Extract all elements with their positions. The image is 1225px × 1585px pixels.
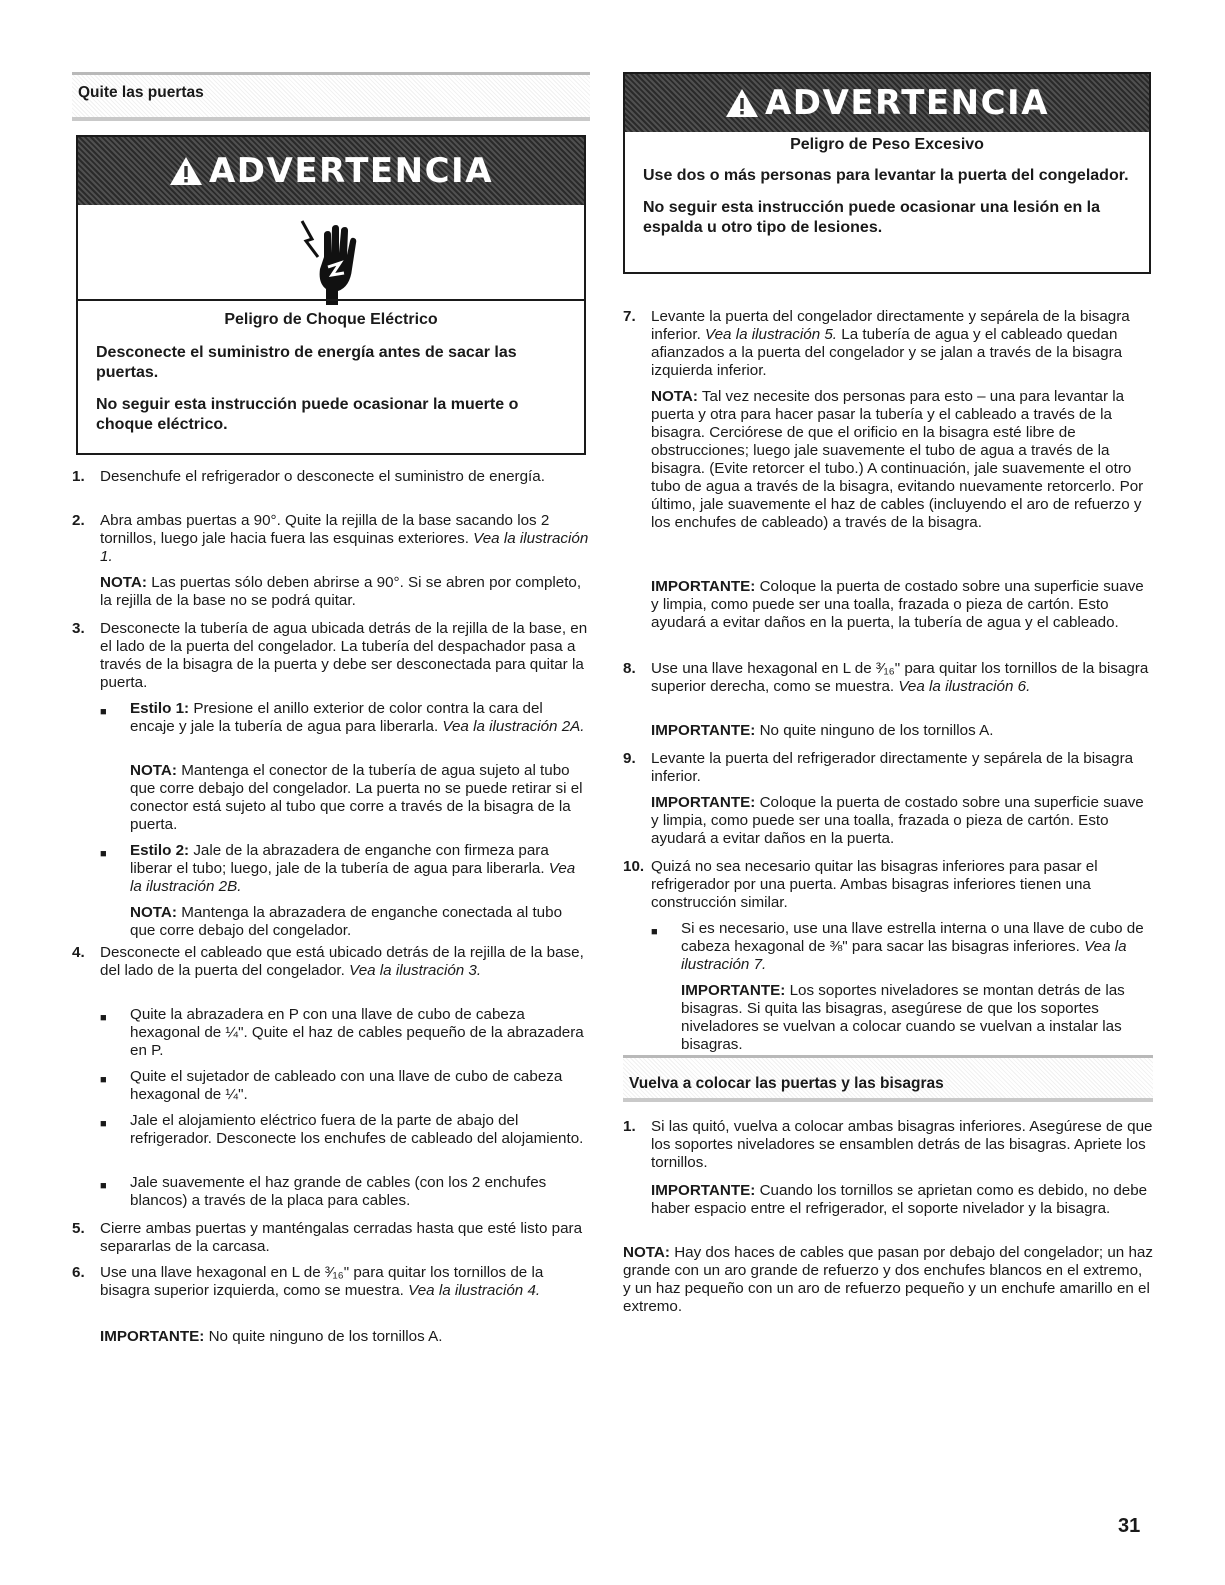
replace-step-1-important: IMPORTANTE: Cuando los tornillos se aprietan como es debido, no debe haber espacio entre el refrigerador, el soporte nivelador y la bisagra. [651, 1182, 1148, 1217]
warning-line2: No seguir esta instrucción puede ocasionar una lesión en la espalda u otro tipo de lesiones. [643, 199, 1101, 236]
section-title-2: Vuelva a colocar las puertas y las bisagras [629, 1075, 944, 1092]
warning-body [78, 311, 584, 435]
electric-warning-box [76, 135, 586, 455]
step-3: Desconecte la tubería de agua ubicada detrás de la rejilla de la base, en el lado de la puerta del congelador. La tubería del despachador pasa a través de la bisagra de la puerta y debe ser desconectada para quitar la puerta. [100, 620, 588, 691]
step-number: 9. [623, 750, 636, 767]
bullet-square-icon: ■ [100, 1180, 107, 1192]
section-header [72, 72, 590, 121]
bullet-square-icon: ■ [100, 706, 107, 718]
section-title: Quite las puertas [78, 84, 204, 101]
step-6-important: IMPORTANTE: No quite ninguno de los tornillos A. [100, 1328, 443, 1345]
warning-body [625, 136, 1149, 238]
warning-line1: Use dos o más personas para levantar la puerta del congelador. [643, 167, 1129, 184]
step-9-important: IMPORTANTE: Coloque la puerta de costado sobre una superficie suave y limpia, como puede ser una toalla, frazada o pieza de cartón. Esto ayudará a evitar daños en la puerta. [651, 794, 1144, 847]
bullet-square-icon: ■ [651, 926, 658, 938]
step-4: Desconecte el cableado que está ubicado detrás de la rejilla de la base, del lado de la puerta del congelador. Vea la ilustración 3. [100, 944, 584, 979]
step-6: Use una llave hexagonal en L de ³⁄₁₆" para quitar los tornillos de la bisagra superior izquierda, como se muestra. Vea la ilustración 4. [100, 1264, 544, 1299]
replace-step-1: Si las quitó, vuelva a colocar ambas bisagras inferiores. Asegúrese de que los soportes niveladores se ensamblen detrás de las bisagras. Apriete los tornillos. [651, 1118, 1153, 1171]
warning-heading: Peligro de Peso Excesivo [790, 136, 984, 153]
step-number: 1. [623, 1118, 636, 1135]
step-8-important: IMPORTANTE: No quite ninguno de los tornillos A. [651, 722, 994, 739]
bullet-square-icon: ■ [100, 1118, 107, 1130]
step-number: 3. [72, 620, 85, 637]
bullet-square-icon: ■ [100, 1012, 107, 1024]
warning-triangle-icon [725, 88, 759, 118]
bullet-square-icon: ■ [100, 848, 107, 860]
warning-banner [625, 74, 1149, 132]
step-5: Cierre ambas puertas y manténgalas cerradas hasta que esté listo para separarlas de la carcasa. [100, 1220, 583, 1255]
step-number: 10. [623, 858, 645, 875]
page-number: 31 [1118, 1515, 1141, 1537]
section-header-2 [623, 1055, 1153, 1102]
electric-shock-hand-icon [298, 217, 368, 307]
final-note: NOTA: Hay dos haces de cables que pasan por debajo del congelador; un haz grande con un aro grande de refuerzo y dos enchufes blancos en el extremo, y un haz pequeño con un aro de refuerzo pequeño y un enchufe amarillo en el extremo. [623, 1244, 1153, 1315]
step-number: 4. [72, 944, 85, 961]
warning-heading: Peligro de Choque Eléctrico [224, 311, 438, 328]
warning-title: ADVERTENCIA [208, 151, 494, 191]
step-2: Abra ambas puertas a 90°. Quite la rejilla de la base sacando los 2 tornillos, luego jale hacia fuera las esquinas exteriores. Vea la ilustración 1. [100, 512, 589, 565]
step-number: 8. [623, 660, 636, 677]
step-number: 2. [72, 512, 85, 529]
step-number: 6. [72, 1264, 85, 1281]
step-8: Use una llave hexagonal en L de ³⁄₁₆" para quitar los tornillos de la bisagra superior derecha, como se muestra. Vea la ilustración 6. [651, 660, 1149, 695]
step-7-important: IMPORTANTE: Coloque la puerta de costado sobre una superficie suave y limpia, como puede ser una toalla, frazada o pieza de cartón. Esto ayudará a evitar daños en la puerta, la tubería de agua y el cableado. [651, 578, 1144, 631]
warning-triangle-icon [169, 156, 203, 186]
warning-banner [78, 137, 584, 205]
warning-line1: Desconecte el suministro de energía antes de sacar las puertas. [96, 344, 517, 381]
step-9: Levante la puerta del refrigerador directamente y sepárela de la bisagra inferior. [651, 750, 1134, 785]
step-number: 7. [623, 308, 636, 325]
weight-warning-box [623, 72, 1151, 274]
step-number: 5. [72, 1220, 85, 1237]
step-1: Desenchufe el refrigerador o desconecte el suministro de energía. [100, 468, 545, 485]
step-7: Levante la puerta del congelador directamente y sepárela de la bisagra inferior. Vea la ilustración 5. La tubería de agua y el cableado quedan afianzados a la puerta del congelador y se jalan a través de la bisagra izquierda inferior. [651, 308, 1130, 379]
step-2-note: NOTA: Las puertas sólo deben abrirse a 90°. Si se abren por completo, la rejilla de la base no se podrá quitar. [100, 574, 582, 609]
bullet-square-icon: ■ [100, 1074, 107, 1086]
step-10: Quizá no sea necesario quitar las bisagras inferiores para pasar el refrigerador por una puerta. Ambas bisagras inferiores tienen una construcción similar. [651, 858, 1098, 911]
warning-title: ADVERTENCIA [764, 83, 1050, 123]
step-7-note: NOTA: Tal vez necesite dos personas para esto – una para levantar la puerta y otra para hacer pasar la tubería y el cableado a través de la bisagra. Cerciórese de que el orificio en la bisagra esté libre de obstrucciones; luego jale suavemente el tubo de agua a través de la bisagra. (Evite retorcer el tubo.) A continuación, jale suavemente el otro tubo de agua a través de la bisagra, evitando nuevamente retorcerlo. Por último, jale suavemente el haz de cables (incluyendo el aro de refuerzo y los enchufes de cableado) a través de la bisagra. [651, 388, 1144, 531]
step-number: 1. [72, 468, 85, 485]
warning-line2: No seguir esta instrucción puede ocasionar la muerte o choque eléctrico. [96, 396, 519, 433]
